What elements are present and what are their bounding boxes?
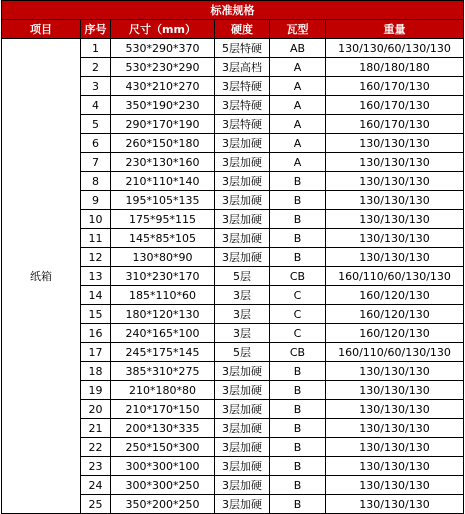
cell-no: 8 xyxy=(81,172,111,191)
cell-no: 24 xyxy=(81,476,111,495)
header-flute: 瓦型 xyxy=(270,20,326,39)
cell-flute: CB xyxy=(270,343,326,362)
cell-no: 9 xyxy=(81,191,111,210)
cell-weight: 180/180/180 xyxy=(326,58,464,77)
spec-table xyxy=(1,0,464,514)
cell-flute: A xyxy=(270,134,326,153)
spec-table-body xyxy=(2,1,464,514)
cell-hardness: 3层特硬 xyxy=(215,96,270,115)
cell-weight: 160/170/130 xyxy=(326,77,464,96)
cell-size: 245*175*145 xyxy=(111,343,215,362)
cell-hardness: 3层加硬 xyxy=(215,134,270,153)
cell-no: 19 xyxy=(81,381,111,400)
cell-size: 200*130*335 xyxy=(111,419,215,438)
cell-flute: A xyxy=(270,153,326,172)
cell-flute: B xyxy=(270,476,326,495)
cell-size: 260*150*180 xyxy=(111,134,215,153)
header-weight: 重量 xyxy=(326,20,464,39)
cell-no: 22 xyxy=(81,438,111,457)
cell-weight: 160/170/130 xyxy=(326,96,464,115)
cell-size: 300*300*250 xyxy=(111,476,215,495)
cell-weight: 130/130/130 xyxy=(326,400,464,419)
cell-weight: 130/130/130 xyxy=(326,419,464,438)
cell-hardness: 3层加硬 xyxy=(215,381,270,400)
cell-flute: B xyxy=(270,229,326,248)
cell-hardness: 3层加硬 xyxy=(215,457,270,476)
cell-flute: C xyxy=(270,286,326,305)
cell-weight: 130/130/130 xyxy=(326,134,464,153)
cell-size: 530*230*290 xyxy=(111,58,215,77)
cell-flute: B xyxy=(270,362,326,381)
cell-weight: 130/130/130 xyxy=(326,153,464,172)
cell-no: 21 xyxy=(81,419,111,438)
cell-size: 195*105*135 xyxy=(111,191,215,210)
cell-flute: B xyxy=(270,248,326,267)
cell-size: 350*190*230 xyxy=(111,96,215,115)
cell-flute: AB xyxy=(270,39,326,58)
cell-flute: A xyxy=(270,115,326,134)
cell-no: 18 xyxy=(81,362,111,381)
cell-flute: B xyxy=(270,457,326,476)
header-item: 项目 xyxy=(2,20,81,39)
table-title: 标准规格 xyxy=(2,1,464,20)
cell-no: 23 xyxy=(81,457,111,476)
cell-no: 2 xyxy=(81,58,111,77)
cell-size: 210*180*80 xyxy=(111,381,215,400)
header-size: 尺寸（mm） xyxy=(111,20,215,39)
category-cell: 纸箱 xyxy=(2,39,81,514)
cell-hardness: 3层加硬 xyxy=(215,362,270,381)
cell-no: 7 xyxy=(81,153,111,172)
cell-size: 290*170*190 xyxy=(111,115,215,134)
cell-weight: 130/130/130 xyxy=(326,229,464,248)
cell-no: 3 xyxy=(81,77,111,96)
cell-size: 230*130*160 xyxy=(111,153,215,172)
cell-flute: C xyxy=(270,324,326,343)
cell-weight: 160/110/60/130/130 xyxy=(326,267,464,286)
cell-size: 350*200*250 xyxy=(111,495,215,514)
cell-weight: 130/130/130 xyxy=(326,457,464,476)
cell-size: 185*110*60 xyxy=(111,286,215,305)
cell-hardness: 3层加硬 xyxy=(215,229,270,248)
cell-weight: 160/120/130 xyxy=(326,324,464,343)
cell-flute: B xyxy=(270,419,326,438)
cell-flute: B xyxy=(270,210,326,229)
cell-flute: B xyxy=(270,495,326,514)
cell-no: 13 xyxy=(81,267,111,286)
cell-no: 25 xyxy=(81,495,111,514)
cell-flute: B xyxy=(270,381,326,400)
cell-no: 14 xyxy=(81,286,111,305)
cell-hardness: 3层加硬 xyxy=(215,419,270,438)
cell-weight: 130/130/130 xyxy=(326,495,464,514)
cell-weight: 130/130/130 xyxy=(326,438,464,457)
cell-hardness: 3层加硬 xyxy=(215,172,270,191)
cell-hardness: 3层加硬 xyxy=(215,191,270,210)
cell-hardness: 5层 xyxy=(215,267,270,286)
cell-size: 430*210*270 xyxy=(111,77,215,96)
cell-hardness: 3层 xyxy=(215,305,270,324)
cell-no: 5 xyxy=(81,115,111,134)
cell-hardness: 3层加硬 xyxy=(215,476,270,495)
cell-flute: B xyxy=(270,400,326,419)
cell-size: 210*110*140 xyxy=(111,172,215,191)
header-row xyxy=(2,20,464,39)
cell-hardness: 3层加硬 xyxy=(215,400,270,419)
cell-size: 300*300*100 xyxy=(111,457,215,476)
cell-hardness: 3层特硬 xyxy=(215,115,270,134)
cell-weight: 160/120/130 xyxy=(326,286,464,305)
header-no: 序号 xyxy=(81,20,111,39)
cell-weight: 130/130/130 xyxy=(326,210,464,229)
cell-weight: 130/130/60/130/130 xyxy=(326,39,464,58)
cell-weight: 160/120/130 xyxy=(326,305,464,324)
cell-no: 1 xyxy=(81,39,111,58)
cell-flute: A xyxy=(270,96,326,115)
cell-size: 145*85*105 xyxy=(111,229,215,248)
cell-hardness: 3层 xyxy=(215,286,270,305)
cell-size: 180*120*130 xyxy=(111,305,215,324)
cell-no: 11 xyxy=(81,229,111,248)
cell-no: 4 xyxy=(81,96,111,115)
cell-flute: C xyxy=(270,305,326,324)
cell-no: 6 xyxy=(81,134,111,153)
cell-flute: A xyxy=(270,58,326,77)
cell-no: 16 xyxy=(81,324,111,343)
cell-weight: 130/130/130 xyxy=(326,476,464,495)
cell-size: 240*165*100 xyxy=(111,324,215,343)
cell-hardness: 3层加硬 xyxy=(215,495,270,514)
cell-flute: B xyxy=(270,172,326,191)
cell-size: 210*170*150 xyxy=(111,400,215,419)
cell-hardness: 3层 xyxy=(215,324,270,343)
cell-size: 250*150*300 xyxy=(111,438,215,457)
cell-flute: CB xyxy=(270,267,326,286)
cell-flute: A xyxy=(270,77,326,96)
cell-size: 130*80*90 xyxy=(111,248,215,267)
table-row xyxy=(2,39,464,58)
cell-size: 385*310*275 xyxy=(111,362,215,381)
cell-hardness: 5层 xyxy=(215,343,270,362)
cell-no: 12 xyxy=(81,248,111,267)
cell-no: 20 xyxy=(81,400,111,419)
cell-hardness: 3层加硬 xyxy=(215,210,270,229)
cell-no: 17 xyxy=(81,343,111,362)
cell-size: 175*95*115 xyxy=(111,210,215,229)
cell-weight: 160/170/130 xyxy=(326,115,464,134)
cell-no: 15 xyxy=(81,305,111,324)
cell-hardness: 3层高档 xyxy=(215,58,270,77)
header-hardness: 硬度 xyxy=(215,20,270,39)
cell-weight: 130/130/130 xyxy=(326,381,464,400)
cell-weight: 130/130/130 xyxy=(326,248,464,267)
cell-weight: 130/130/130 xyxy=(326,172,464,191)
cell-hardness: 3层加硬 xyxy=(215,153,270,172)
cell-weight: 130/130/130 xyxy=(326,362,464,381)
cell-hardness: 3层加硬 xyxy=(215,438,270,457)
cell-weight: 160/110/60/130/130 xyxy=(326,343,464,362)
cell-flute: B xyxy=(270,438,326,457)
cell-size: 530*290*370 xyxy=(111,39,215,58)
cell-hardness: 3层特硬 xyxy=(215,77,270,96)
cell-weight: 130/130/130 xyxy=(326,191,464,210)
cell-hardness: 3层加硬 xyxy=(215,248,270,267)
cell-hardness: 5层特硬 xyxy=(215,39,270,58)
title-row xyxy=(2,1,464,20)
cell-flute: B xyxy=(270,191,326,210)
cell-size: 310*230*170 xyxy=(111,267,215,286)
cell-no: 10 xyxy=(81,210,111,229)
